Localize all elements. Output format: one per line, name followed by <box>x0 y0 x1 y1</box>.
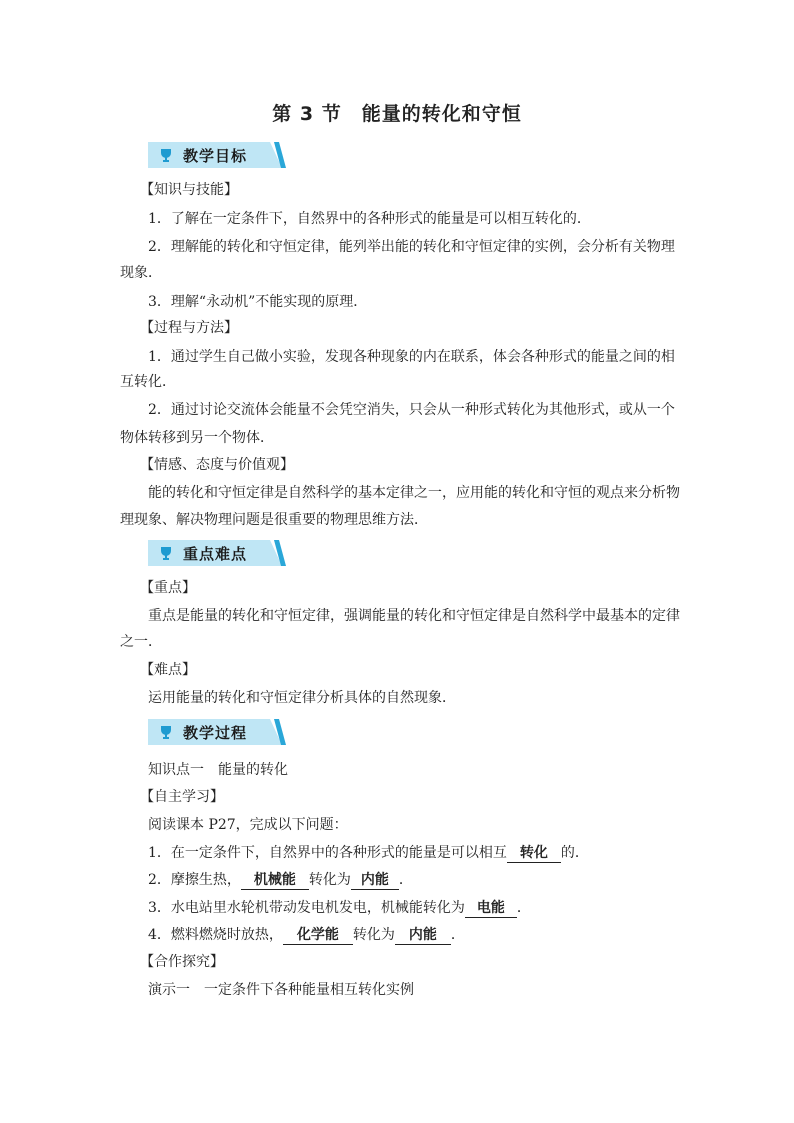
demo-title: 演示一 一定条件下各种能量相互转化实例 <box>148 982 414 998</box>
answer-blank: 电能 <box>465 899 517 918</box>
paragraph-line: 2．通过讨论交流体会能量不会凭空消失，只会从一种形式转化为其他形式，或从一个 <box>148 402 675 418</box>
answer-blank: 机械能 <box>241 871 309 890</box>
paragraph-line: 2．理解能的转化和守恒定律，能列举出能的转化和守恒定律的实例，会分析有关物理 <box>148 239 675 255</box>
section-title: 教学目标 <box>183 147 248 165</box>
paragraph-line: 之一． <box>120 634 162 650</box>
answer-blank: 内能 <box>351 871 399 890</box>
paragraph-line: 1．了解在一定条件下，自然界中的各种形式的能量是可以相互转化的． <box>148 211 591 227</box>
answer-blank: 化学能 <box>283 926 353 945</box>
paragraph-line: 重点是能量的转化和守恒定律，强调能量的转化和守恒定律是自然科学中最基本的定律 <box>148 608 680 624</box>
paragraph-line: 能的转化和守恒定律是自然科学的基本定律之一，应用能的转化和守恒的观点来分析物 <box>148 485 680 501</box>
section-banner-process <box>148 719 286 745</box>
question-text: 的． <box>560 845 589 861</box>
question-text: ． <box>516 900 531 916</box>
section-title: 教学过程 <box>183 724 248 742</box>
paragraph-line: 3．理解“永动机”不能实现的原理． <box>148 294 368 310</box>
knowledge-point-title: 知识点一 能量的转化 <box>148 762 288 778</box>
question-text: ． <box>398 872 413 888</box>
trophy-icon <box>158 724 174 740</box>
question-3 <box>148 898 531 918</box>
subheading: 【情感、态度与价值观】 <box>140 457 294 473</box>
subheading: 【知识与技能】 <box>140 182 238 198</box>
question-4 <box>148 925 465 945</box>
question-text: 4．燃料燃烧时放热， <box>148 927 283 943</box>
question-text: 转化为 <box>308 872 351 888</box>
subheading: 【难点】 <box>140 662 196 678</box>
trophy-icon <box>158 147 174 163</box>
question-text: 转化为 <box>352 927 395 943</box>
question-1 <box>148 843 589 863</box>
paragraph-line: 阅读课本 P27，完成以下问题： <box>148 817 348 833</box>
question-text: 3．水电站里水轮机带动发电机发电，机械能转化为 <box>148 900 465 916</box>
paragraph-line: 现象． <box>120 265 162 281</box>
section-banner-objectives <box>148 142 286 168</box>
subheading: 【过程与方法】 <box>140 320 238 336</box>
subheading: 【重点】 <box>140 580 196 596</box>
paragraph-line: 理现象、解决物理问题是很重要的物理思维方法． <box>120 512 428 528</box>
question-text: 2．摩擦生热， <box>148 872 241 888</box>
section-banner-keypoints <box>148 540 286 566</box>
question-text: 1．在一定条件下，自然界中的各种形式的能量是可以相互 <box>148 845 507 861</box>
paragraph-line: 互转化． <box>120 374 176 390</box>
subheading: 【合作探究】 <box>140 954 224 970</box>
answer-blank: 转化 <box>507 844 561 863</box>
paragraph-line: 运用能量的转化和守恒定律分析具体的自然现象． <box>148 690 456 706</box>
answer-blank: 内能 <box>395 926 451 945</box>
section-title: 重点难点 <box>183 545 248 563</box>
subheading: 【自主学习】 <box>140 789 224 805</box>
question-2 <box>148 870 413 890</box>
trophy-icon <box>158 545 174 561</box>
page-title: 第 3 节 能量的转化和守恒 <box>272 103 522 125</box>
question-text: ． <box>450 927 465 943</box>
paragraph-line: 1．通过学生自己做小实验，发现各种现象的内在联系，体会各种形式的能量之间的相 <box>148 349 675 365</box>
paragraph-line: 物体转移到另一个物体． <box>120 430 274 446</box>
